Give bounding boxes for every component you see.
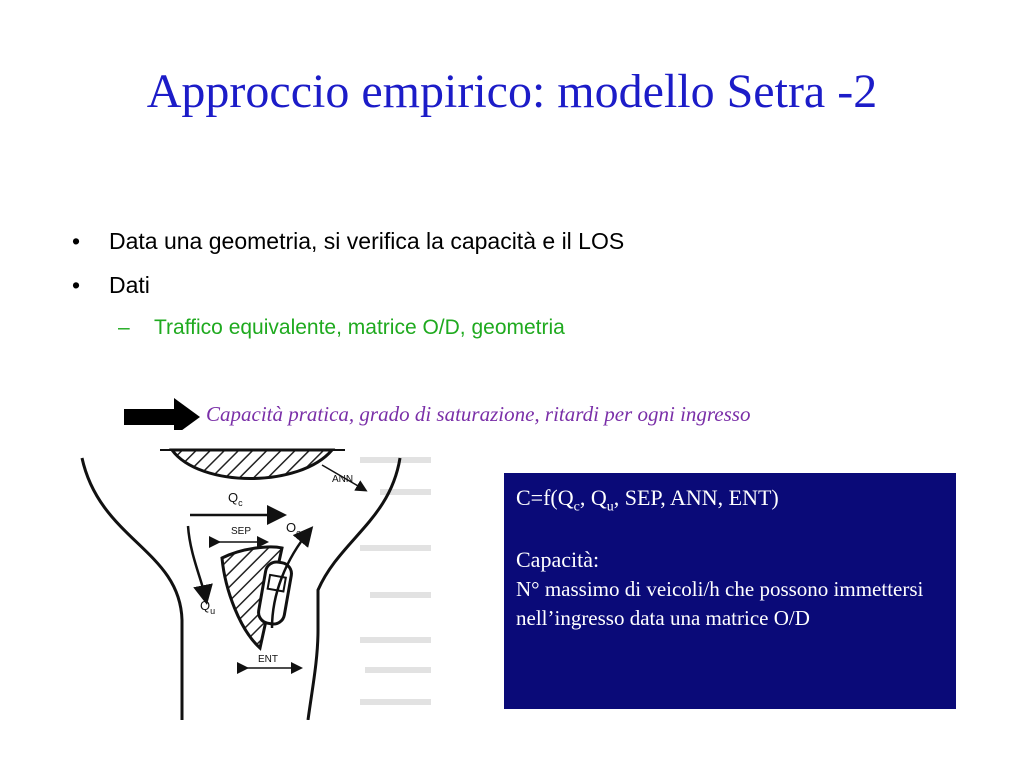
- bullet-mark: •: [72, 228, 81, 254]
- capacity-formula: $C=f(Q_c$, $Q_u$, SEP, ANN, ENT): [516, 485, 779, 515]
- bullet-item: [72, 228, 624, 272]
- sub-bullet-mark: –: [118, 316, 130, 339]
- roundabout-sketch: [60, 430, 431, 720]
- capacity-description: N° massimo di veicoli/h che possono immettersi nell’ingresso data una matrice O/D: [516, 577, 924, 631]
- sep-label: SEP: [231, 526, 252, 537]
- qu-label: $Q_u$: [200, 598, 216, 616]
- capacity-heading: Capacità:: [516, 547, 600, 573]
- sub-bullet-item: [118, 316, 624, 356]
- output-caption: Capacità pratica, grado di saturazione, ritardi per ogni ingresso: [206, 402, 751, 426]
- ent-label: ENT: [258, 654, 278, 665]
- capacity-definition-box: [504, 473, 956, 709]
- sub-bullet-text: Traffico equivalente, matrice O/D, geometria: [154, 316, 565, 339]
- slide-title: Approccio empirico: modello Setra -2: [146, 65, 878, 118]
- ann-label: ANN: [332, 474, 354, 485]
- bullet-list: [72, 228, 624, 356]
- bullet-mark: •: [72, 272, 81, 298]
- bullet-text: Dati: [109, 272, 150, 298]
- bullet-text: Data una geometria, si verifica la capacità e il LOS: [109, 228, 625, 254]
- bullet-item: [72, 272, 624, 316]
- roundabout-entry-diagram: [60, 430, 431, 720]
- qe-label: $O_e$: [286, 520, 302, 538]
- qc-label: $Q_c$: [228, 490, 243, 508]
